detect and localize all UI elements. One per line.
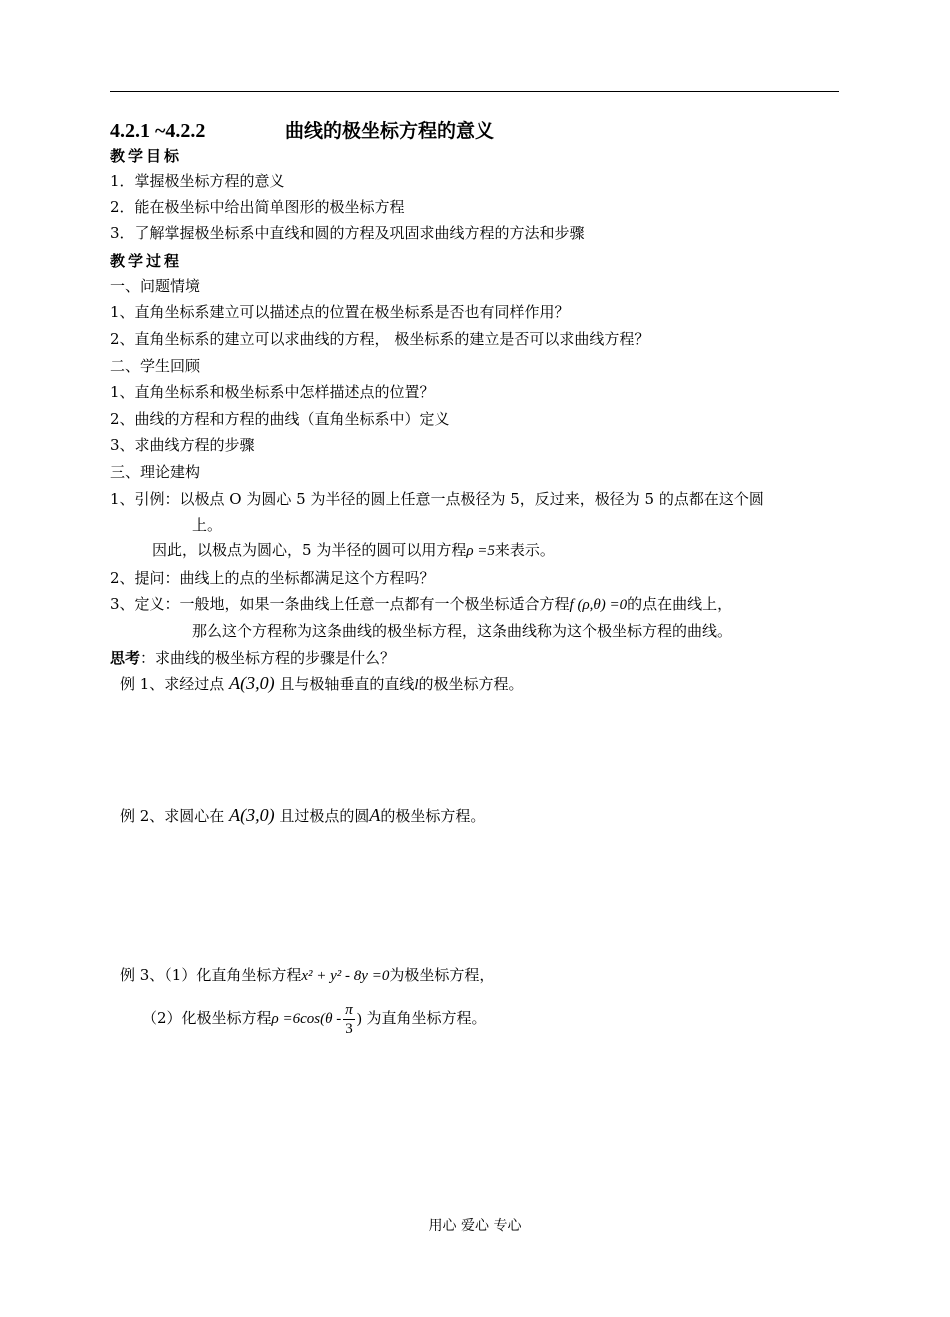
goal-item-2: 2．能在极坐标中给出简单图形的极坐标方程 [110,198,405,216]
ex1-text-b: 且与极轴垂直的直线 [279,675,415,693]
section-1-q2: 2、直角坐标系的建立可以求曲线的方程， 极坐标系的建立是否可以求曲线方程？ [110,330,650,348]
ex3-2-text-a: （2）化极坐标方程 [142,1009,272,1027]
process-heading: 教学过程 [110,252,183,270]
top-rule [110,91,839,92]
pi-over-3-fraction [343,1001,355,1038]
ex3-text-a: 例 3、（1）化直角坐标方程 [120,966,302,984]
therefore-line [152,540,555,561]
goals-heading: 教学目标 [110,147,183,165]
ex3-equation: x² + y² - 8y =0 [301,968,390,984]
goal-item-1: 1．掌握极坐标方程的意义 [110,172,285,190]
ex3-2-close-paren: ) [356,1011,362,1027]
definition-text-b: 的点在曲线上， [627,595,733,613]
ex3-text-b: 为极坐标方程， [389,966,495,984]
think-line [110,648,395,668]
think-text: ：求曲线的极坐标方程的步骤是什么？ [140,649,396,667]
ex2-text-c: 的极坐标方程。 [380,807,486,825]
intro-line-2: 上。 [192,516,223,534]
ask-line: 2、提问：曲线上的点的坐标都满足这个方程吗？ [110,569,435,587]
example-2 [120,805,485,826]
ex1-point: A(3,0) [229,673,275,693]
therefore-text-b: 来表示。 [494,541,555,559]
think-label: 思考 [110,649,141,667]
example-3-part-2 [142,996,487,1040]
ex1-text-c: 的极坐标方程。 [418,675,524,693]
definition-equation: f (ρ,θ) =0 [569,597,628,613]
ex3-2-equation: ρ =6cos(θ - [271,1011,342,1027]
page-title [110,116,494,143]
ex3-2-text-b: 为直角坐标方程。 [366,1009,487,1027]
section-number: 4.2.1 ~4.2.2 [110,120,206,142]
ex1-text-a: 例 1、求经过点 [120,675,225,693]
ex2-text-a: 例 2、求圆心在 [120,807,225,825]
ex1-line-symbol: l [414,677,419,693]
section-2-title: 二、学生回顾 [110,357,201,375]
example-1 [120,673,524,695]
ex2-point: A(3,0) [229,805,275,825]
section-1-q1: 1、直角坐标系建立可以描述点的位置在极坐标系是否也有同样作用？ [110,303,570,321]
therefore-equation: ρ =5 [466,543,495,559]
ex2-circle-symbol: A [369,805,381,825]
example-3-part-1 [120,965,494,986]
fraction-numerator: π [345,1001,353,1018]
fraction-denominator: 3 [345,1020,353,1037]
therefore-text-a: 因此，以极点为圆心，5 为半径的圆可以用方程 [152,541,467,559]
ex2-text-b: 且过极点的圆 [279,807,370,825]
intro-line-1: 1、引例：以极点 O 为圆心 5 为半径的圆上任意一点极径为 5，反过来，极径为 5 的点都在这个圆 [110,490,764,508]
definition-line-1 [110,594,732,615]
section-2-q3: 3、求曲线方程的步骤 [110,436,255,454]
section-1-title: 一、问题情境 [110,277,201,295]
section-2-q2: 2、曲线的方程和方程的曲线（直角坐标系中）定义 [110,410,450,428]
section-3-title: 三、理论建构 [110,463,201,481]
definition-text-a: 3、定义：一般地，如果一条曲线上任意一点都有一个极坐标适合方程 [110,595,570,613]
title-text: 曲线的极坐标方程的意义 [285,120,495,142]
section-2-q1: 1、直角坐标系和极坐标系中怎样描述点的位置？ [110,383,435,401]
definition-line-2: 那么这个方程称为这条曲线的极坐标方程，这条曲线称为这个极坐标方程的曲线。 [192,622,733,640]
page-footer: 用心 爱心 专心 [428,1218,522,1234]
goal-item-3: 3．了解掌握极坐标系中直线和圆的方程及巩固求曲线方程的方法和步骤 [110,224,585,242]
